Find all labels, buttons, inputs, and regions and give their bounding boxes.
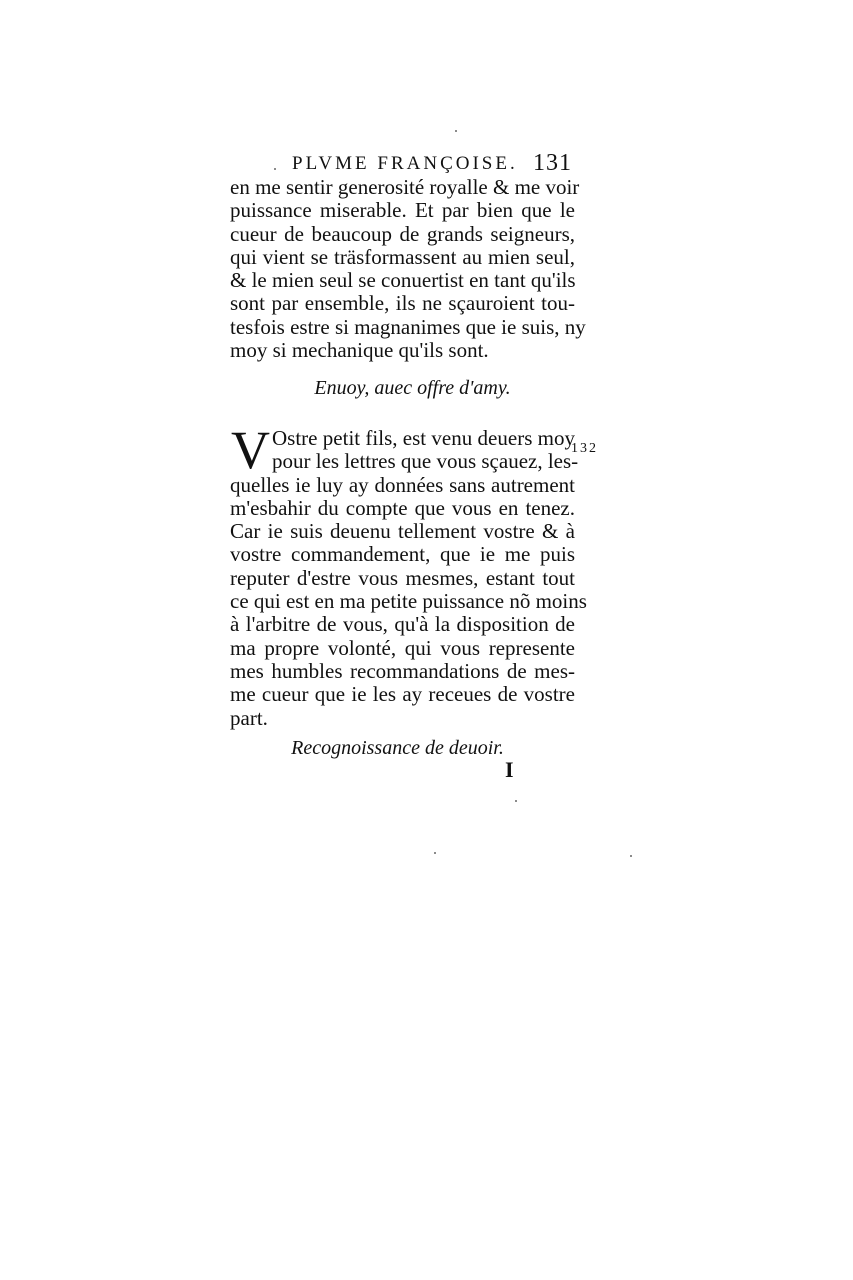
- text-line: Car ie suis deuenu tellement vostre & à: [230, 519, 575, 544]
- text-line: cueur de beaucoup de grands seigneurs,: [230, 221, 575, 246]
- text-line: sont par ensemble, ils ne sçauroient tou-: [230, 291, 575, 316]
- paper-speck: [274, 168, 276, 170]
- text-line: ma propre volonté, qui vous represente: [230, 635, 575, 660]
- text-line: puissance miserable. Et par bien que le: [230, 198, 575, 223]
- paper-speck: [455, 130, 457, 132]
- drop-cap: V: [231, 420, 270, 480]
- text-line: tesfois estre si magnanimes que ie suis, ny: [230, 314, 586, 339]
- section-heading-recognition: Recognoissance de deuoir.: [291, 737, 504, 759]
- paragraph-1: [230, 175, 586, 363]
- text-line: m'esbahir du compte que vous en tenez.: [230, 495, 575, 520]
- text-line: quelles ie luy ay données sans autrement: [230, 472, 575, 497]
- text-line: moy si mechanique qu'ils sont.: [230, 338, 489, 363]
- margin-page-note: 132: [571, 441, 598, 456]
- text-line: vostre commandement, que ie me puis: [230, 542, 575, 567]
- paper-speck: [515, 800, 517, 802]
- signature-mark: I: [505, 757, 514, 782]
- text-line: à l'arbitre de vous, qu'à la disposition de: [230, 612, 575, 637]
- text-line: Ostre petit fils, est venu deuers moy: [272, 426, 575, 450]
- text-line: ce qui est en ma petite puissance nõ moins: [230, 589, 587, 614]
- text-line: & le mien seul se conuertist en tant qu'ils: [230, 268, 576, 293]
- text-line: reputer d'estre vous mesmes, estant tout: [230, 565, 575, 590]
- text-line: pour les lettres que vous sçauez, les-: [272, 449, 579, 474]
- running-title: PLVME FRANÇOISE.: [292, 153, 518, 174]
- paper-speck: [630, 855, 632, 857]
- text-line: en me sentir generosité royalle & me voir: [230, 175, 580, 199]
- paper-speck: [434, 852, 436, 854]
- text-line: qui vient se träsformassent au mien seul,: [230, 244, 575, 269]
- page-number: 131: [533, 150, 572, 176]
- text-line: mes humbles recommandations de mes-: [230, 658, 575, 683]
- text-line: part.: [230, 705, 268, 730]
- text-line: me cueur que ie les ay receues de vostre: [230, 682, 575, 707]
- section-heading-envoy: Enuoy, auec offre d'amy.: [314, 377, 511, 399]
